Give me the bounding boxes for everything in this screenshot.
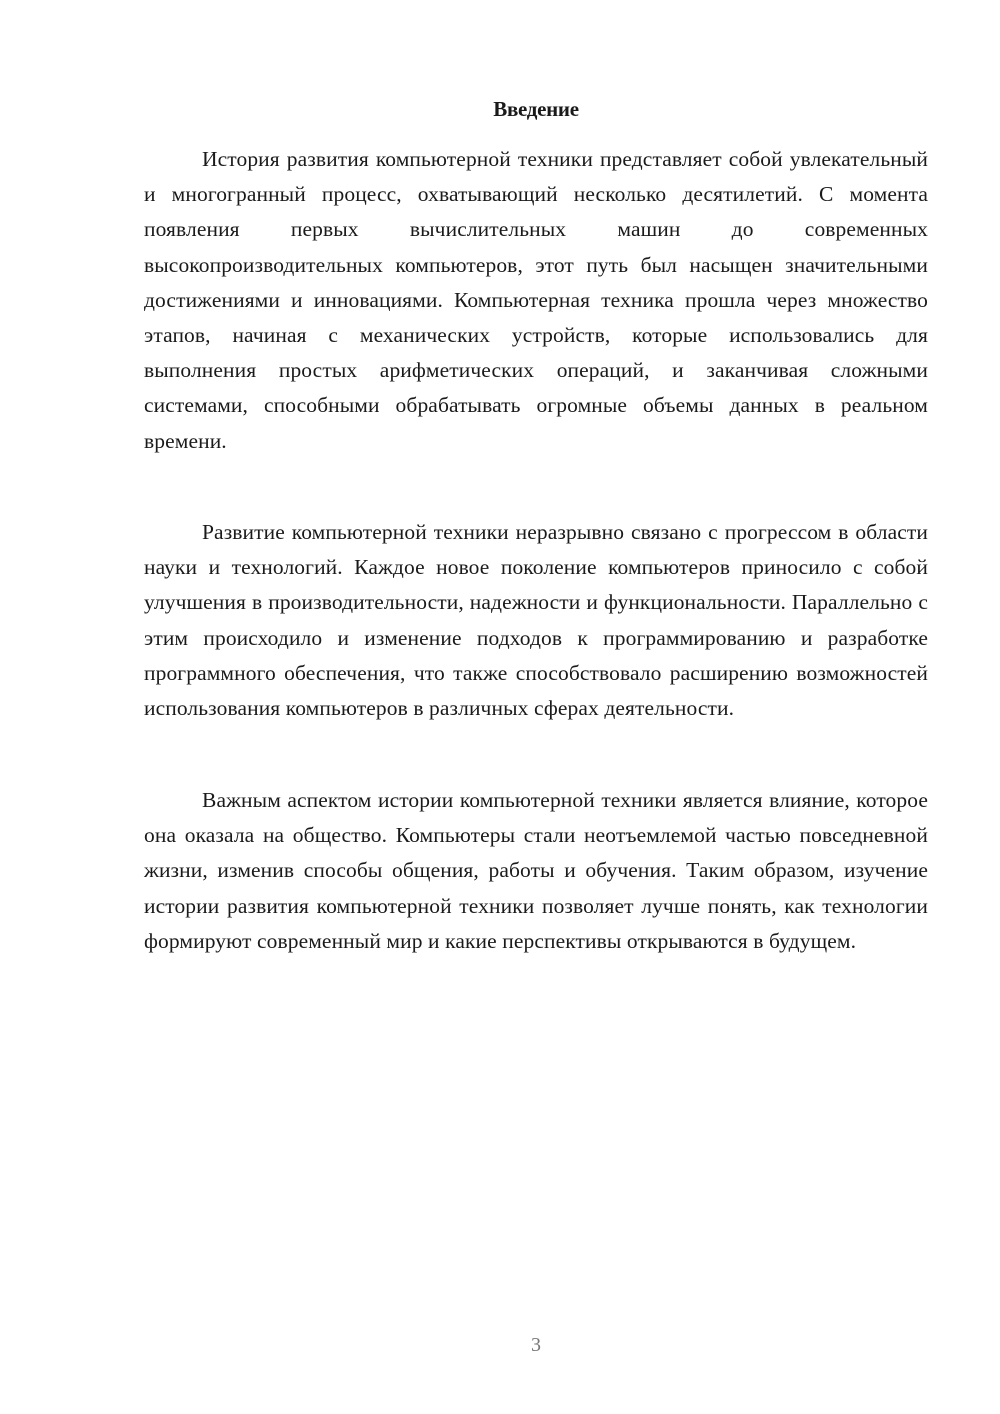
page-number: 3 <box>531 1334 541 1356</box>
paragraph-2: Развитие компьютерной техники неразрывно связано с прогрессом в области науки и технологий. Каждое новое поколение компьютеров приносило с собой улучшения в производительности, надежности и функциональности. Параллельно с этим происходило и изменение подходов к программированию и разработке программного обеспечения, что также способствовало расширению возможностей использования компьютеров в различных сферах деятельности. <box>144 520 928 721</box>
section-title: Введение <box>493 97 579 121</box>
paragraph-1: История развития компьютерной техники представляет собой увлекательный и многогранный процесс, охватывающий несколько десятилетий. С момента появления первых вычислительных машин до современных высокопроизводительных компьютеров, этот путь был насыщен значительными достижениями и инновациями. Компьютерная техника прошла через множество этапов, начиная с механических устройств, которые использовались для выполнения простых арифметических операций, и заканчивая сложными системами, способными обрабатывать огромные объемы данных в реальном времени. <box>144 147 928 453</box>
paragraph-3: Важным аспектом истории компьютерной техники является влияние, которое она оказала на общество. Компьютеры стали неотъемлемой частью повседневной жизни, изменив способы общения, работы и обучения. Таким образом, изучение истории развития компьютерной техники позволяет лучше понять, как технологии формируют современный мир и какие перспективы открываются в будущем. <box>144 788 928 953</box>
